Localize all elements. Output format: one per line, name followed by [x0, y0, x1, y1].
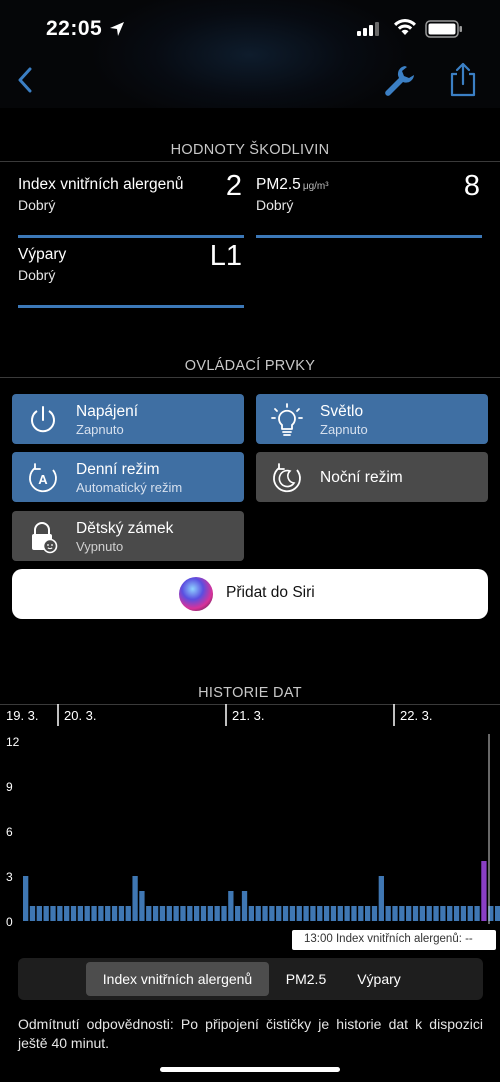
y-tick-label: 9 [6, 780, 13, 794]
child-lock-button[interactable] [12, 511, 244, 561]
history-section-title: HISTORIE DAT [198, 685, 302, 701]
chart-bar [256, 906, 261, 921]
wifi-icon [393, 19, 417, 37]
chart-bar [420, 906, 425, 921]
child-lock-icon [26, 520, 60, 554]
chart-bar [406, 906, 411, 921]
chart-bar [105, 906, 110, 921]
chart-bar [495, 906, 500, 921]
night-mode-button[interactable] [256, 452, 488, 502]
chart-bar [317, 906, 322, 921]
chart-bar [351, 906, 356, 921]
chart-bar-highlight [481, 861, 486, 921]
chart-bar [290, 906, 295, 921]
chart-bar [167, 906, 172, 921]
chart-bar [433, 906, 438, 921]
pollutants-section-title: HODNOTY ŠKODLIVIN [170, 142, 330, 158]
chart-bar [447, 906, 452, 921]
power-button[interactable] [12, 394, 244, 444]
light-button[interactable] [256, 394, 488, 444]
ctrl-sub: Zapnuto [320, 422, 368, 437]
chart-bar [427, 906, 432, 921]
chart-bar [399, 906, 404, 921]
metric-name-text: PM2.5 [256, 176, 301, 193]
chart-bar [153, 906, 158, 921]
share-icon [446, 60, 480, 98]
chart-bar [461, 906, 466, 921]
day-mode-button[interactable] [12, 452, 244, 502]
chart-bar [221, 906, 226, 921]
chart-bar [283, 906, 288, 921]
metric-name [256, 176, 329, 194]
chart-bar [208, 906, 213, 921]
metric-value: 2 [225, 170, 242, 202]
y-tick-label: 6 [6, 825, 13, 839]
chart-bar [57, 906, 62, 921]
ctrl-label: Napájení [76, 403, 139, 420]
chart-bar [37, 906, 42, 921]
chart-bar [132, 876, 137, 921]
chart-bar [119, 906, 124, 921]
light-bulb-icon [270, 403, 304, 437]
chart-bar [194, 906, 199, 921]
date-label: 20. 3. [64, 708, 97, 723]
auto-mode-icon [26, 461, 60, 495]
chart-bar [215, 906, 220, 921]
ctrl-sub: Vypnuto [76, 539, 124, 554]
status-bar [0, 0, 500, 60]
chart-bar [310, 906, 315, 921]
chart-bar [50, 906, 55, 921]
chart-bar [440, 906, 445, 921]
chart-bar [468, 906, 473, 921]
chart-bar [344, 906, 349, 921]
metric-value: 8 [463, 170, 480, 202]
y-tick-label: 12 [6, 735, 20, 749]
chart-bar [235, 906, 240, 921]
chart-bar [379, 876, 384, 921]
chevron-left-icon [17, 67, 33, 93]
y-tick-label: 0 [6, 915, 13, 929]
location-arrow-icon [108, 20, 126, 38]
settings-button[interactable] [381, 62, 417, 98]
chart-bar [372, 906, 377, 921]
power-icon [26, 403, 60, 437]
metric-name: Výpary [18, 246, 67, 263]
chart-bar [71, 906, 76, 921]
share-button[interactable] [446, 60, 480, 98]
chart-bar [242, 891, 247, 921]
history-chart[interactable] [0, 704, 500, 949]
chart-bar [386, 906, 391, 921]
metric-status: Dobrý [18, 267, 56, 283]
segment-allergen-index[interactable]: Index vnitřních alergenů [86, 962, 269, 996]
chart-bar [180, 906, 185, 921]
chart-bar [303, 906, 308, 921]
status-time: 22:05 [46, 17, 103, 40]
chart-bar [85, 906, 90, 921]
ctrl-label: Dětský zámek [76, 520, 174, 537]
svg-text:A: A [38, 472, 48, 487]
chart-bar [262, 906, 267, 921]
chart-bar [160, 906, 165, 921]
ctrl-label: Denní režim [76, 461, 160, 478]
chart-bar [474, 906, 479, 921]
fumes-metric[interactable] [18, 236, 244, 308]
controls-section-title: OVLÁDACÍ PRVKY [184, 358, 316, 374]
ctrl-label: Světlo [320, 403, 364, 420]
chart-bar [454, 906, 459, 921]
ctrl-sub: Automatický režim [76, 480, 183, 495]
metric-value: L1 [209, 240, 242, 272]
chart-bar [91, 906, 96, 921]
chart-bar [173, 906, 178, 921]
siri-label: Přidat do Siri [226, 584, 315, 601]
chart-tooltip: 13:00 Index vnitřních alergenů: -- [292, 930, 496, 950]
siri-icon [179, 577, 213, 611]
chart-bar [23, 876, 28, 921]
allergen-index-metric[interactable] [18, 166, 244, 238]
chart-bar [331, 906, 336, 921]
chart-bar [98, 906, 103, 921]
chart-bar [44, 906, 49, 921]
home-indicator [160, 1067, 340, 1072]
add-to-siri-button[interactable] [12, 569, 488, 619]
date-label: 19. 3. [6, 708, 39, 723]
metric-name: Index vnitřních alergenů [18, 176, 184, 193]
chart-bar [146, 906, 151, 921]
chart-bar [201, 906, 206, 921]
chart-metric-selector [18, 958, 483, 1000]
chart-bar [228, 891, 233, 921]
metric-status: Dobrý [18, 197, 56, 213]
chart-bar [365, 906, 370, 921]
chart-bar [64, 906, 69, 921]
date-label: 22. 3. [400, 708, 433, 723]
chart-bar [126, 906, 131, 921]
chart-bar [324, 906, 329, 921]
ctrl-sub: Zapnuto [76, 422, 124, 437]
battery-icon [425, 20, 463, 38]
segment-fumes[interactable]: Výpary [357, 971, 401, 987]
moon-icon [270, 461, 304, 495]
divider [0, 161, 500, 162]
metric-status: Dobrý [256, 197, 294, 213]
chart-bar [413, 906, 418, 921]
disclaimer-text: Odmítnutí odpovědnosti: Po připojení čističky je historie dat k dispozici ještě 40 minut. [18, 1016, 483, 1051]
chart-bar [338, 906, 343, 921]
pm25-metric[interactable] [256, 166, 482, 238]
chart-bar [297, 906, 302, 921]
ctrl-label: Noční režim [320, 469, 403, 486]
date-label: 21. 3. [232, 708, 265, 723]
chart-bar [392, 906, 397, 921]
chart-bar [358, 906, 363, 921]
chart-bar [139, 891, 144, 921]
y-tick-label: 3 [6, 870, 13, 884]
divider [0, 377, 500, 378]
back-button[interactable] [10, 62, 40, 98]
chart-bar [78, 906, 83, 921]
chart-bar [249, 906, 254, 921]
chart-bar [30, 906, 35, 921]
chart-bar [112, 906, 117, 921]
metric-unit: μg/m³ [302, 181, 329, 192]
segment-pm25[interactable]: PM2.5 [285, 971, 327, 987]
wrench-icon [381, 62, 417, 98]
chart-bar [276, 906, 281, 921]
chart-bar [187, 906, 192, 921]
cellular-signal-icon [357, 22, 383, 36]
chart-bar [269, 906, 274, 921]
